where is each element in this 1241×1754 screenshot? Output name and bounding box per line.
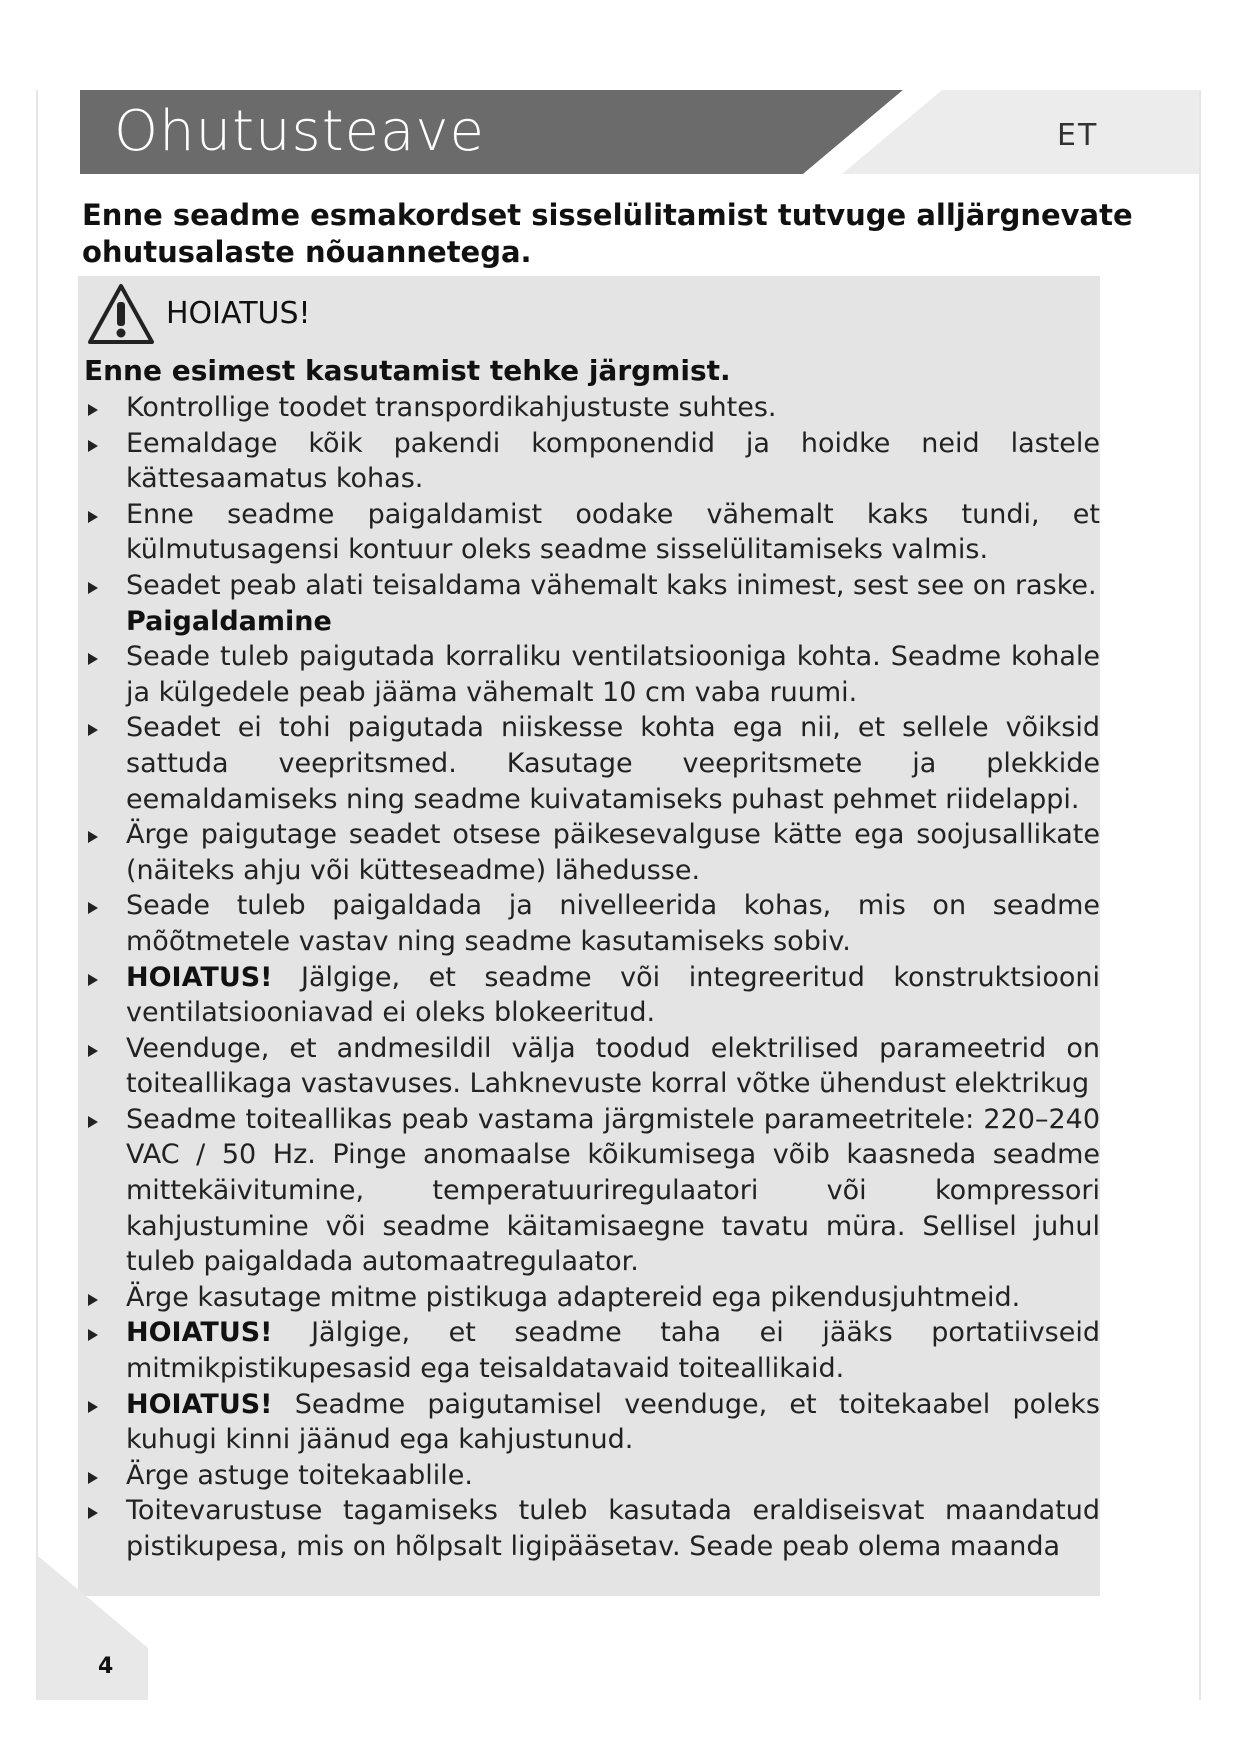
list-item [84, 1493, 1100, 1564]
list-item-text: Toitevarustuse tagamiseks tuleb kasutada eraldiseisvat maandatud pistikupesa, mis on hõlpsalt ligipääsetav. Seade peab olema maanda [126, 1495, 1100, 1562]
list-item [84, 426, 1100, 497]
list-item-text: Seadet peab alati teisaldama vähemalt kaks inimest, sest see on raske. [126, 569, 1097, 601]
bullet-arrow-icon [88, 1507, 98, 1519]
list-item [84, 497, 1100, 568]
list-item-text: Jälgige, et seadme või integreeritud konstruktsiooni ventilatsiooniavad ei oleks blokeeritud. [126, 961, 1100, 1029]
warning-keyword: HOIATUS! [126, 961, 273, 993]
page-frame-right [1199, 90, 1201, 1700]
bullet-arrow-icon [88, 1472, 98, 1484]
safety-list [84, 390, 1100, 1565]
list-item-text: Veenduge, et andmesildil välja toodud elektrilised parameetrid on toiteallikaga vastavuses. Lahknevuste korral võtke ühendust elektrikug [126, 1032, 1100, 1100]
list-item [84, 960, 1100, 1031]
list-item-text: Enne seadme paigaldamist oodake vähemalt kaks tundi, et külmutusagensi kontuur oleks seadme sisselülitamiseks valmis. [126, 498, 1100, 566]
bullet-arrow-icon [88, 1401, 98, 1413]
list-item-text: Seade tuleb paigaldada ja nivelleerida kohas, mis on seadme mõõtmetele vastav ning seadme kasutamiseks sobiv. [126, 890, 1100, 957]
bullet-arrow-icon [88, 404, 98, 416]
list-item [84, 1315, 1100, 1386]
page-number: 4 [98, 1654, 114, 1679]
list-item [84, 888, 1100, 959]
list-item [84, 1031, 1100, 1102]
bullet-arrow-icon [88, 440, 98, 452]
list-item [84, 1458, 1100, 1494]
list-item-text: Jälgige, et seadme taha ei jääks portatiivseid mitmikpistikupesasid ega teisaldatavaid toiteallikaid. [126, 1317, 1100, 1385]
list-item [84, 568, 1100, 604]
bullet-arrow-icon [88, 1116, 98, 1128]
list-item-text: Eemaldage kõik pakendi komponendid ja hoidke neid lastele kättesaamatus kohas. [126, 427, 1100, 495]
intro-text: Enne seadme esmakordset sisselülitamist tutvuge alljärgnevate ohutusalaste nõuannetega. [82, 198, 1133, 269]
bullet-arrow-icon [88, 653, 98, 665]
list-item [84, 390, 1100, 426]
list-item-text: Seade tuleb paigutada korraliku ventilatsiooniga kohta. Seadme kohale ja külgedele peab jääma vähemalt 10 cm vaba ruumi. [126, 641, 1100, 708]
bullet-arrow-icon [88, 1045, 98, 1057]
list-item [84, 817, 1100, 888]
warning-keyword: HOIATUS! [126, 1388, 273, 1420]
bullet-arrow-icon [88, 1329, 98, 1341]
bullet-arrow-icon [88, 902, 98, 914]
list-item [84, 710, 1100, 817]
section-heading [84, 604, 1100, 640]
list-item [84, 1280, 1100, 1316]
bullet-arrow-icon [88, 511, 98, 523]
list-item [84, 1387, 1100, 1458]
bullet-arrow-icon [88, 831, 98, 843]
list-item-text: Ärge astuge toitekaablile. [126, 1459, 473, 1491]
page-frame-left [36, 90, 38, 1700]
list-item-text: Seadme toiteallikas peab vastama järgmistele parameetritele: 220–240 VAC / 50 Hz. Pinge anomaalse kõikumisega võib kaasneda seadme mittekäivitumine, temperatuuriregulaatori või kompressori kahjustumine või seadme käitamisaegne tavatu müra. Sellisel juhul tuleb paigaldada automaatregulaator. [126, 1103, 1100, 1278]
list-item-text: Ärge kasutage mitme pistikuga adaptereid ega pikendusjuhtmeid. [126, 1281, 1021, 1313]
warning-header [86, 282, 686, 346]
warning-subhead: Enne esimest kasutamist tehke järgmist. [84, 354, 731, 387]
bullet-arrow-icon [88, 1294, 98, 1306]
bullet-arrow-icon [88, 582, 98, 594]
bullet-arrow-icon [88, 974, 98, 986]
list-item-text: Ärge paigutage seadet otsese päikesevalguse kätte ega soojusallikate (näiteks ahju või kütteseadme) lähedusse. [126, 819, 1100, 886]
list-item-text: Kontrollige toodet transpordikahjustuste suhtes. [126, 392, 777, 423]
list-item [84, 1102, 1100, 1280]
language-code: ET [1057, 118, 1099, 153]
list-item-text: Seadet ei tohi paigutada niiskesse kohta ega nii, et sellele võiksid sattuda veepritsmed. Kasutage veepritsmete ja plekkide eemaldamiseks ning seadme kuivatamiseks puhast pehmet riidelappi. [126, 712, 1100, 815]
warning-label: HOIATUS! [166, 296, 311, 331]
list-item [84, 639, 1100, 710]
page-title: Ohutusteave [114, 99, 486, 164]
list-item-text: Seadme paigutamisel veenduge, et toitekaabel poleks kuhugi kinni jäänud ega kahjustunud. [126, 1388, 1100, 1456]
warning-triangle-icon [86, 282, 156, 346]
bullet-arrow-icon [88, 724, 98, 736]
footer-corner-shape [38, 1556, 148, 1700]
section-heading-text: Paigaldamine [126, 605, 332, 637]
warning-keyword: HOIATUS! [126, 1317, 273, 1349]
